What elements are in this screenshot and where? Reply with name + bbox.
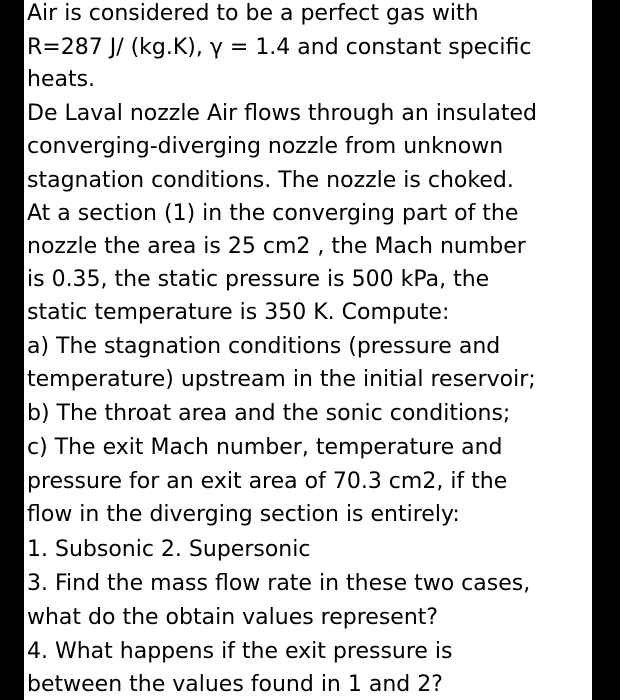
text-line-3: heats. [27, 67, 96, 92]
text-line-17: 1. Subsonic 2. Supersonic [27, 537, 311, 562]
text-line-9: is 0.35, the static pressure is 500 kPa, the [27, 267, 490, 292]
text-line-4: De Laval nozzle Air flows through an insulated [27, 101, 537, 126]
text-line-19: what do the obtain values represent? [27, 605, 439, 630]
text-line-5: converging-diverging nozzle from unknown [27, 134, 504, 159]
text-line-10: static temperature is 350 K. Compute: [27, 300, 450, 325]
text-line-16: flow in the diverging section is entirely: [27, 502, 460, 527]
text-line-8: nozzle the area is 25 cm2 , the Mach number [27, 234, 526, 259]
text-line-21: between the values found in 1 and 2? [27, 672, 443, 697]
text-line-20: 4. What happens if the exit pressure is [27, 639, 453, 664]
text-line-1: Air is considered to be a perfect gas with [27, 1, 479, 26]
text-line-15: pressure for an exit area of 70.3 cm2, if the [27, 469, 508, 494]
text-line-6: stagnation conditions. The nozzle is choked. [27, 168, 514, 193]
text-line-12: temperature) upstream in the initial reservoir; [27, 367, 536, 392]
text-line-14: c) The exit Mach number, temperature and [27, 435, 503, 460]
text-line-13: b) The throat area and the sonic conditions; [27, 401, 511, 426]
text-line-2: R=287 J/ (kg.K), γ = 1.4 and constant specific [27, 35, 532, 60]
text-line-11: a) The stagnation conditions (pressure and [27, 334, 501, 359]
text-line-18: 3. Find the mass flow rate in these two cases, [27, 571, 531, 596]
problem-text-page [24, 0, 592, 700]
text-line-7: At a section (1) in the converging part of the [27, 201, 519, 226]
